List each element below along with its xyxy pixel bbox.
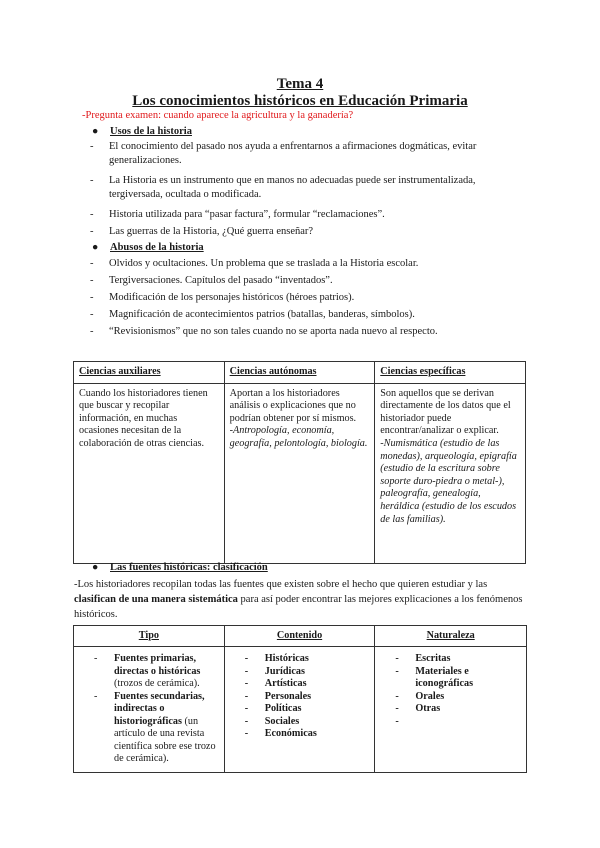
list-item: - Modificación de los personajes históricos (héroes patrios). bbox=[90, 292, 355, 303]
bullet-icon: ● bbox=[92, 126, 99, 137]
table-cell bbox=[224, 647, 375, 773]
ciencias-table bbox=[73, 361, 526, 564]
column-header: Ciencias autónomas bbox=[224, 362, 375, 384]
section-heading-text: Abusos de la historia bbox=[110, 242, 204, 253]
abusos-list bbox=[90, 257, 530, 339]
list-item: - “Revisionismos” que no son tales cuando no se aporta nada nuevo al respecto. bbox=[90, 326, 438, 337]
table-header-row bbox=[74, 626, 527, 647]
usos-list bbox=[90, 140, 530, 239]
section-heading-fuentes bbox=[92, 562, 268, 573]
list-item: - Fuentes primarias, directas o históricas (trozos de cerámica). bbox=[94, 653, 201, 689]
exam-note: -Pregunta examen: cuando aparece la agricultura y la ganadería? bbox=[82, 110, 354, 121]
column-header: Tipo bbox=[74, 626, 225, 647]
list-item: - El conocimiento del pasado nos ayuda a enfrentarnos a afirmaciones dogmáticas, evitar generalizaciones. bbox=[90, 141, 477, 166]
list-item: - Fuentes secundarias, indirectas o historiográficas (un artículo de una revista científica sobre ese trozo de cerámica). bbox=[94, 690, 216, 764]
section-heading-text: Las fuentes históricas: clasificación bbox=[110, 562, 268, 573]
table-cell bbox=[375, 647, 527, 773]
column-header: Naturaleza bbox=[375, 626, 527, 647]
list-item: - Artísticas bbox=[244, 678, 307, 689]
fuentes-intro: -Los historiadores recopilan todas las fuentes que existen sobre el hecho que quieren estudiar y las clasifican de una manera sistemática para así poder encontrar las mejores explicaciones a los fenómenos históricos. bbox=[74, 579, 523, 620]
column-header: Ciencias específicas bbox=[375, 362, 526, 384]
list-item: - Magnificación de acontecimientos patrios (batallas, banderas, símbolos). bbox=[90, 309, 415, 320]
section-heading-usos bbox=[92, 126, 192, 137]
examples-text: -Antropología, economía, geografía, pelontología, biología. bbox=[229, 425, 368, 449]
list-item: - Otras bbox=[395, 703, 441, 714]
column-header: Ciencias auxiliares bbox=[74, 362, 225, 384]
table-row bbox=[74, 383, 526, 563]
table-cell: Cuando los historiadores tienen que buscar y recopilar información, en muchas ocasiones necesitan de la colaboración de otras ciencias. bbox=[74, 383, 225, 563]
table-header-row bbox=[74, 362, 526, 384]
list-item: - Olvidos y ocultaciones. Un problema que se traslada a la Historia escolar. bbox=[90, 258, 419, 269]
list-item: - Históricas bbox=[244, 653, 309, 664]
list-item: - Sociales bbox=[244, 715, 300, 727]
list-item: - Escritas bbox=[395, 653, 451, 664]
table-cell: Son aquellos que se derivan directamente de los datos que el historiador puede encontrar/analizar o explicar. -Numismática (estudio de las monedas), arqueología, epigrafía (estudio de la escritura sobre soporte duro-piedra o metal-), paleografía, genealogía, heráldica (estudio de los escudos de las familias). bbox=[375, 383, 526, 563]
table-cell: Aportan a los historiadores análisis o explicaciones que no podrían obtener por sí mismos. -Antropología, economía, geografía, pelontología, biología. bbox=[224, 383, 375, 563]
list-item: - La Historia es un instrumento que en manos no adecuadas puede ser instrumentalizada, tergiversada, ocultada o modificada. bbox=[90, 175, 476, 200]
list-item: - Orales bbox=[395, 690, 445, 702]
list-item: - Económicas bbox=[244, 728, 317, 739]
list-item: - Tergiversaciones. Capítulos del pasado “inventados”. bbox=[90, 275, 333, 286]
list-item: - Jurídicas bbox=[244, 665, 305, 677]
list-item: - Las guerras de la Historia, ¿Qué guerra enseñar? bbox=[90, 226, 314, 237]
list-item: - Personales bbox=[244, 690, 312, 702]
document-title: Tema 4 bbox=[276, 76, 324, 92]
bullet-icon: ● bbox=[92, 562, 99, 573]
list-item: - Historia utilizada para “pasar factura”, formular “reclamaciones”. bbox=[90, 209, 385, 220]
table-row bbox=[74, 647, 527, 773]
bullet-icon: ● bbox=[92, 242, 99, 253]
list-item: - Políticas bbox=[244, 703, 302, 714]
list-item: - bbox=[395, 715, 399, 727]
section-heading-abusos bbox=[92, 242, 204, 253]
document-subtitle: Los conocimientos históricos en Educación Primaria bbox=[132, 93, 468, 109]
examples-text: -Numismática (estudio de las monedas), arqueología, epigrafía (estudio de la escritura sobre soporte duro-piedra o metal-), paleografía, genealogía, heráldica (estudio de los escudos de las familias). bbox=[380, 437, 517, 525]
fuentes-table bbox=[73, 625, 527, 773]
column-header: Contenido bbox=[224, 626, 375, 647]
section-heading-text: Usos de la historia bbox=[110, 126, 192, 137]
table-cell bbox=[74, 647, 225, 773]
list-item: - Materiales e iconográficas bbox=[395, 665, 474, 689]
